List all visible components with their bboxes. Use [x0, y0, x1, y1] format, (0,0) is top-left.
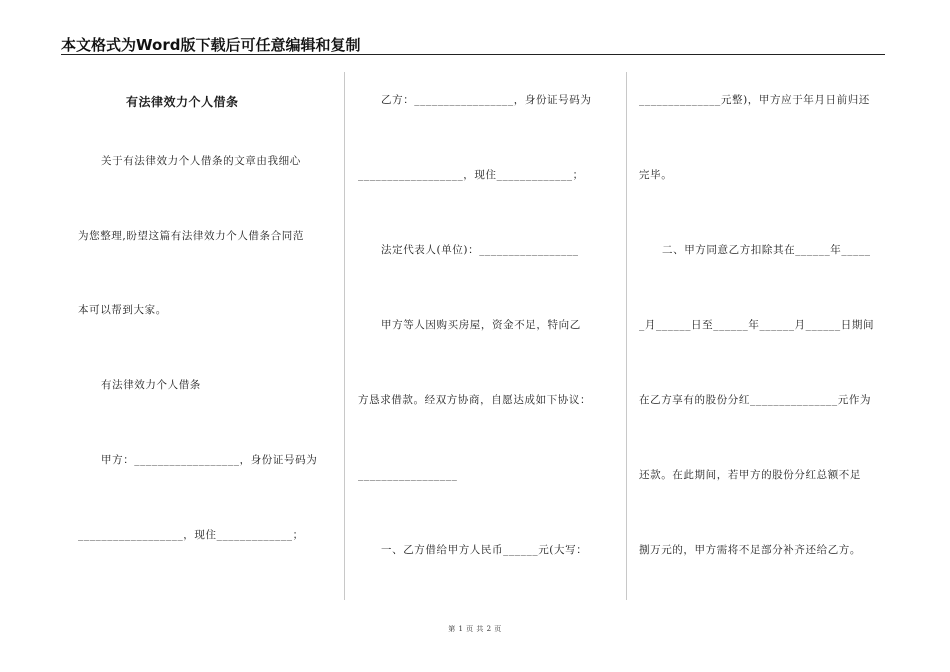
paragraph-line: 本可以帮到大家。 — [78, 304, 167, 316]
paragraph-line: 还款。在此期间，若甲方的股份分红总额不足 — [639, 469, 861, 481]
text-column-2 — [358, 0, 608, 672]
paragraph-line: 关于有法律效力个人借条的文章由我细心 — [101, 155, 301, 167]
party-b-line: 乙方：_________________，身份证号码为 — [381, 94, 592, 106]
legal-representative-line: 法定代表人(单位)：_________________ — [381, 244, 579, 256]
document-title: 有法律效力个人借条 — [126, 95, 239, 109]
party-a-line: 甲方：__________________，身份证号码为 — [101, 454, 318, 466]
page-number: 第 1 页 共 2 页 — [448, 625, 502, 633]
party-a-address-line: __________________，现住_____________； — [78, 529, 304, 541]
paragraph-line: 捌万元的，甲方需将不足部分补齐还给乙方。 — [639, 544, 861, 556]
paragraph-line: 在乙方享有的股份分红_______________元作为 — [639, 394, 872, 406]
party-b-address-line: __________________，现住_____________； — [358, 169, 584, 181]
paragraph-line: 方恳求借款。经双方协商，自愿达成如下协议： — [358, 394, 592, 406]
blank-line: _________________ — [358, 469, 458, 481]
paragraph-line: 为您整理,盼望这篇有法律效力个人借条合同范 — [78, 230, 304, 242]
section-heading: 有法律效力个人借条 — [101, 379, 201, 391]
text-column-1 — [78, 0, 328, 672]
paragraph-line: _月______日至______年______月______日期间 — [639, 319, 875, 331]
paragraph-line: 完毕。 — [639, 169, 673, 181]
paragraph-line: 甲方等人因购买房屋，资金不足，特向乙 — [381, 319, 581, 331]
text-column-3 — [639, 0, 889, 672]
column-divider — [344, 72, 345, 600]
paragraph-line: ______________元整)，甲方应于年月日前归还 — [639, 94, 870, 106]
clause-two-line: 二、甲方同意乙方扣除其在______年_____ — [662, 244, 871, 256]
column-divider — [626, 72, 627, 600]
clause-one-line: 一、乙方借给甲方人民币______元(大写： — [381, 544, 588, 556]
document-header: 本文格式为Word版下载后可任意编辑和复制 — [61, 36, 361, 54]
